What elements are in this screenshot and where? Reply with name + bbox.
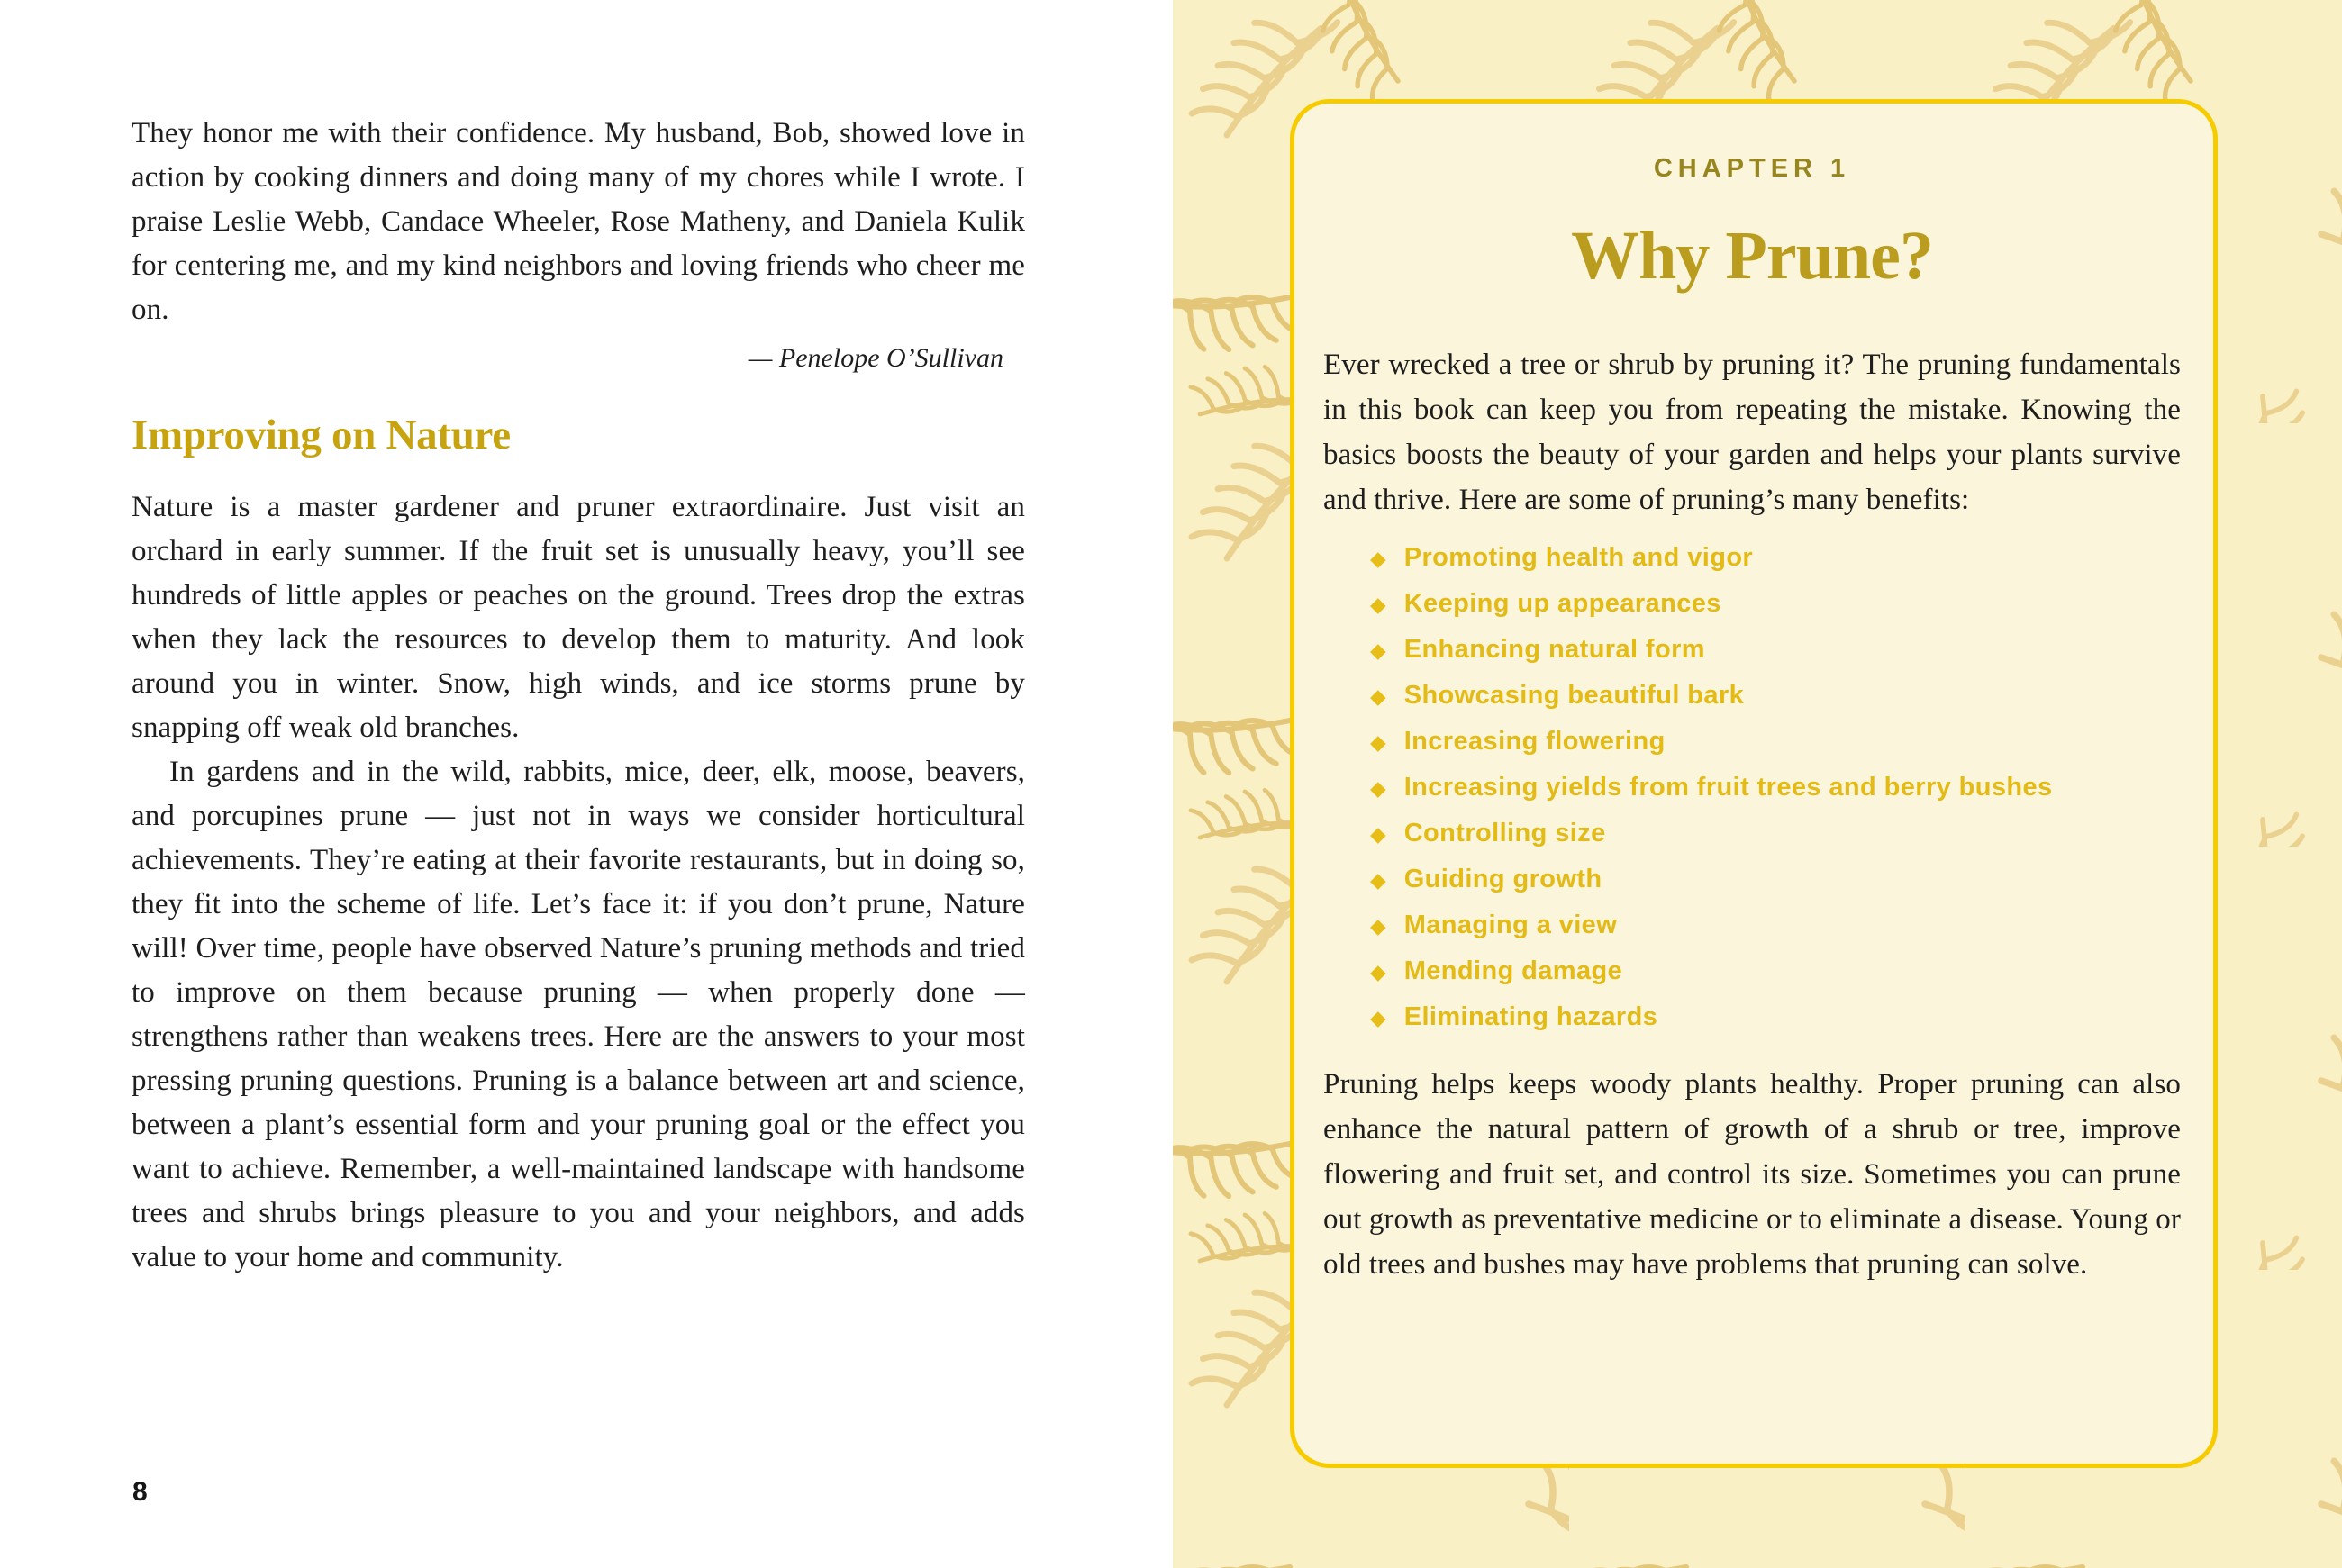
benefit-label: Increasing flowering [1403,727,1666,756]
benefit-item [1370,719,2181,765]
benefit-item [1370,857,2181,902]
diamond-icon: ◆ [1370,1007,1386,1030]
benefit-label: Mending damage [1403,956,1623,985]
benefit-item [1370,581,2181,627]
benefit-item [1370,948,2181,994]
benefit-item [1370,673,2181,719]
diamond-icon: ◆ [1370,915,1386,938]
chapter-title: Why Prune? [1571,218,1933,294]
benefit-item [1370,902,2181,948]
benefit-item [1370,765,2181,811]
benefit-item [1370,994,2181,1040]
chapter-panel [1290,99,2218,1468]
left-page-text-column [132,112,1025,1280]
diamond-icon: ◆ [1370,961,1386,984]
benefit-label: Keeping up appearances [1403,589,1721,618]
diamond-icon: ◆ [1370,777,1386,801]
body-paragraph-1: Nature is a master gardener and pruner extraordinaire. Just visit an orchard in early summer. If the fruit set is unusually heavy, you’ll see hundreds of little apples or peaches on the ground. Trees drop the extras when they lack the resources to develop them to maturity. And look around you in winter. Snow, high winds, and ice storms prune by snapping off weak old branches. [132,491,1025,744]
benefit-item [1370,811,2181,857]
benefit-item [1370,627,2181,673]
diamond-icon: ◆ [1370,548,1386,571]
benefit-label: Controlling size [1403,819,1606,847]
diamond-icon: ◆ [1370,639,1386,663]
body-paragraph-2: In gardens and in the wild, rabbits, mice, deer, elk, moose, beavers, and porcupines prune — just not in ways we consider horticultural achievements. They’re eating at their favorite restaurants, but in doing so, they fit into the scheme of life. Let’s face it: if you don’t prune, Nature will! Over time, people have observed Nature’s pruning methods and tried to improve on them because pruning — when properly done — strengthens rather than weakens trees. Here are the answers to your most pressing pruning questions. Pruning is a balance between art and science, between a plant’s essential form and your pruning goal or the effect you want to achieve. Remember, a well-maintained landscape with handsome trees and shrubs brings pleasure to you and your neighbors, and adds value to your home and community. [132,756,1025,1273]
acknowledgment-paragraph: They honor me with their confidence. My husband, Bob, showed love in action by cooking dinners and doing many of my chores while I wrote. I praise Leslie Webb, Candace Wheeler, Rose Matheny, and Daniela Kulik for centering me, and my kind neighbors and loving friends who cheer me on. [132,117,1025,326]
chapter-label: CHAPTER 1 [1653,154,1851,183]
benefit-label: Guiding growth [1403,865,1602,893]
diamond-icon: ◆ [1370,823,1386,847]
benefit-label: Enhancing natural form [1403,635,1705,664]
diamond-icon: ◆ [1370,594,1386,617]
benefit-label: Increasing yields from fruit trees and berry bushes [1403,773,2053,802]
benefit-item [1370,535,2181,581]
benefit-label: Promoting health and vigor [1403,543,1754,572]
diamond-icon: ◆ [1370,869,1386,893]
intro-paragraph: Ever wrecked a tree or shrub by pruning it? The pruning fundamentals in this book can keep you from repeating the mistake. Knowing the basics boosts the beauty of your garden and helps your plants survive and thrive. Here are some of pruning’s many benefits: [1323,349,2181,516]
benefit-label: Eliminating hazards [1403,1002,1658,1031]
section-heading: Improving on Nature [132,412,511,458]
diamond-icon: ◆ [1370,731,1386,755]
benefit-label: Showcasing beautiful bark [1403,681,1745,710]
closing-paragraph: Pruning helps keeps woody plants healthy. Proper pruning can also enhance the natural pattern of growth of a shrub or tree, improve flowering and fruit set, and control its size. Sometimes you can prune out growth as preventative medicine or to eliminate a disease. Young or old trees and bushes may have problems that pruning can solve. [1323,1068,2181,1281]
author-attribution: — Penelope O’Sullivan [748,343,1003,373]
right-page [1173,0,2342,1568]
benefit-label: Managing a view [1403,911,1618,939]
benefits-list [1323,535,2181,1040]
page-number: 8 [132,1477,148,1507]
diamond-icon: ◆ [1370,685,1386,709]
